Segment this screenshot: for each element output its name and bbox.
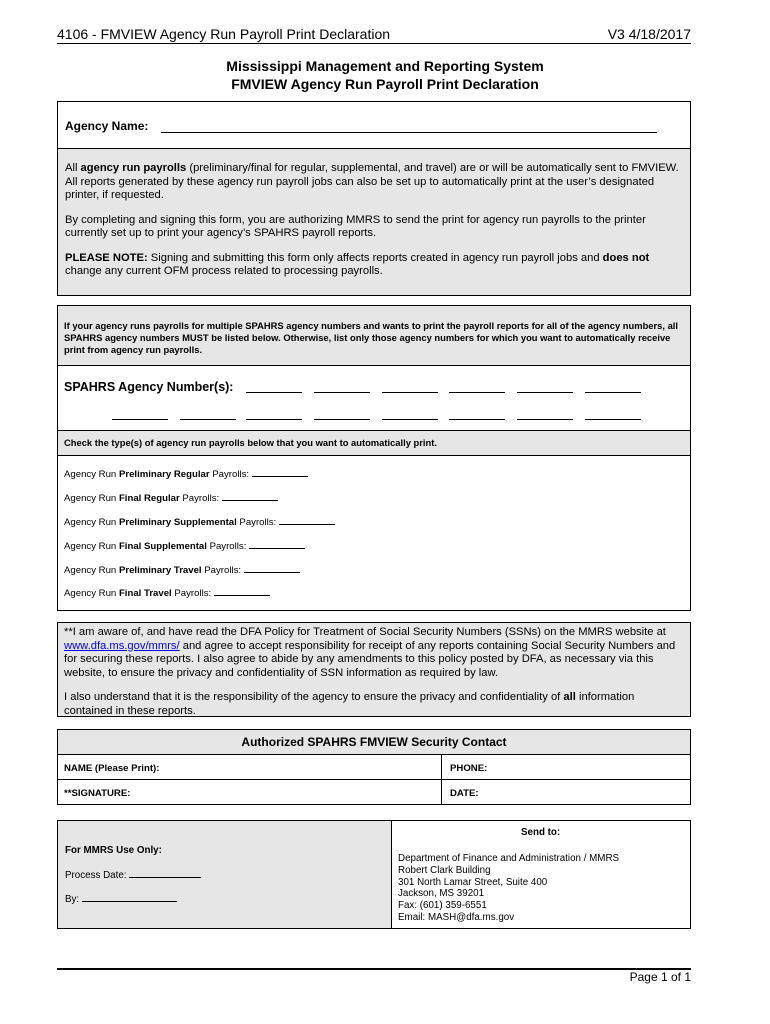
spahrs-number-label: SPAHRS Agency Number(s): [64, 380, 234, 394]
payroll-type-final-regular: Agency Run Final Regular Payrolls: [64, 492, 278, 504]
spahrs-number-field-12[interactable] [449, 409, 505, 420]
payroll-type-prelim-supplemental: Agency Run Preliminary Supplemental Payrolls: [64, 516, 335, 528]
prelim-supplemental-field[interactable] [279, 516, 335, 525]
spahrs-number-field-11[interactable] [382, 409, 438, 420]
page-title [0, 57, 770, 93]
page-number: Page 1 of 1 [629, 970, 691, 984]
process-date-field[interactable] [129, 869, 201, 878]
contact-title-row [58, 730, 690, 755]
form-header [57, 22, 691, 44]
footer-rule [57, 968, 691, 970]
spahrs-note: If your agency runs payrolls for multiple SPAHRS agency numbers and wants to print the payroll reports for all of the agency numbers, all SPAHRS agency numbers MUST be listed below. Otherwise, list only those agency numbers for which you want to automatically receive print from agency run payrolls. [64, 320, 679, 355]
phone-field[interactable]: PHONE: [450, 763, 488, 774]
mmrs-use-title: For MMRS Use Only: [65, 845, 162, 856]
payroll-type-prelim-travel: Agency Run Preliminary Travel Payrolls: [64, 564, 300, 576]
mmrs-website-link[interactable]: www.dfa.ms.gov/mmrs/ [64, 639, 180, 652]
form-version: V3 4/18/2017 [607, 26, 691, 42]
spahrs-box [57, 305, 691, 611]
prelim-travel-field[interactable] [244, 564, 300, 573]
process-date-row: Process Date: [65, 869, 201, 881]
signature-field[interactable]: **SIGNATURE: [64, 788, 131, 799]
form-id: 4106 - FMVIEW Agency Run Payroll Print Declaration [57, 26, 391, 42]
spahrs-number-field-9[interactable] [246, 409, 302, 420]
name-field[interactable]: NAME (Please Print): [64, 763, 160, 774]
intro-paragraph-3: PLEASE NOTE: Signing and submitting this form only affects reports created in agency run payroll jobs and does not change any current OFM process related to processing payrolls. [65, 251, 650, 277]
mmrs-use-box [57, 820, 691, 929]
spahrs-note-area [58, 306, 690, 366]
security-contact-table [57, 729, 691, 805]
check-note-area [58, 430, 690, 456]
policy-box [57, 622, 691, 717]
check-note: Check the type(s) of agency run payrolls below that you want to automatically print. [64, 437, 437, 448]
date-field[interactable]: DATE: [450, 788, 479, 799]
final-supplemental-field[interactable] [249, 540, 305, 549]
policy-paragraph-1: **I am aware of, and have read the DFA Policy for Treatment of Social Security Numbers (SSNs) on the MMRS website at www.dfa.ms.gov/mmrs/ and agree to accept responsibility for receipt of any reports containing Social Security Numbers and for securing these reports. I also agree to abide by any amendments to this policy posted by DFA, as necessary via this website, to ensure the privacy and confidentiality of SSN information as required by law. [64, 626, 676, 679]
intro-box [57, 148, 691, 296]
final-travel-field[interactable] [214, 587, 270, 596]
contact-col-divider [441, 754, 442, 804]
spahrs-number-field-3[interactable] [382, 382, 438, 393]
by-field[interactable] [82, 893, 177, 902]
payroll-type-prelim-regular: Agency Run Preliminary Regular Payrolls: [64, 468, 308, 480]
title-line-2: FMVIEW Agency Run Payroll Print Declaration [231, 76, 539, 92]
contact-row-divider [58, 779, 690, 780]
contact-title: Authorized SPAHRS FMVIEW Security Contact [241, 735, 507, 749]
policy-paragraph-2: I also understand that it is the responsibility of the agency to ensure the privacy and confidentiality of all information contained in these reports. [64, 691, 635, 717]
prelim-regular-field[interactable] [252, 468, 308, 477]
payroll-type-final-travel: Agency Run Final Travel Payrolls: [64, 587, 270, 599]
agency-name-field[interactable] [161, 122, 657, 133]
final-regular-field[interactable] [222, 492, 278, 501]
payroll-type-final-supplemental: Agency Run Final Supplemental Payrolls: [64, 540, 305, 552]
spahrs-number-field-14[interactable] [585, 409, 641, 420]
by-row: By: [65, 893, 177, 905]
spahrs-number-field-5[interactable] [517, 382, 573, 393]
agency-name-box [57, 101, 691, 149]
spahrs-number-field-6[interactable] [585, 382, 641, 393]
title-line-1: Mississippi Management and Reporting System [226, 58, 544, 74]
agency-name-label: Agency Name: [65, 119, 149, 133]
spahrs-number-field-1[interactable] [246, 382, 302, 393]
spahrs-number-field-13[interactable] [517, 409, 573, 420]
intro-paragraph-1: All agency run payrolls (preliminary/final for regular, supplemental, and travel) are or will be automatically sent to FMVIEW. All reports generated by these agency run payroll jobs can also be set up to automatically print at the user’s designated printer, if requested. [65, 162, 679, 201]
intro-paragraph-2: By completing and signing this form, you are authorizing MMRS to send the print for agency run payrolls to the printer currently set up to print your agency’s SPAHRS payroll reports. [65, 213, 646, 239]
send-to-title: Send to: [521, 827, 561, 838]
spahrs-number-field-8[interactable] [180, 409, 236, 420]
spahrs-number-field-7[interactable] [112, 409, 168, 420]
send-to-address: Department of Finance and Administration / MMRS Robert Clark Building 301 North Lamar Street, Suite 400 Jackson, MS 39201 Fax: (601) 359-6551 Email: MASH@dfa.ms.gov [398, 853, 620, 923]
spahrs-number-field-2[interactable] [314, 382, 370, 393]
spahrs-number-field-4[interactable] [449, 382, 505, 393]
spahrs-number-field-10[interactable] [314, 409, 370, 420]
